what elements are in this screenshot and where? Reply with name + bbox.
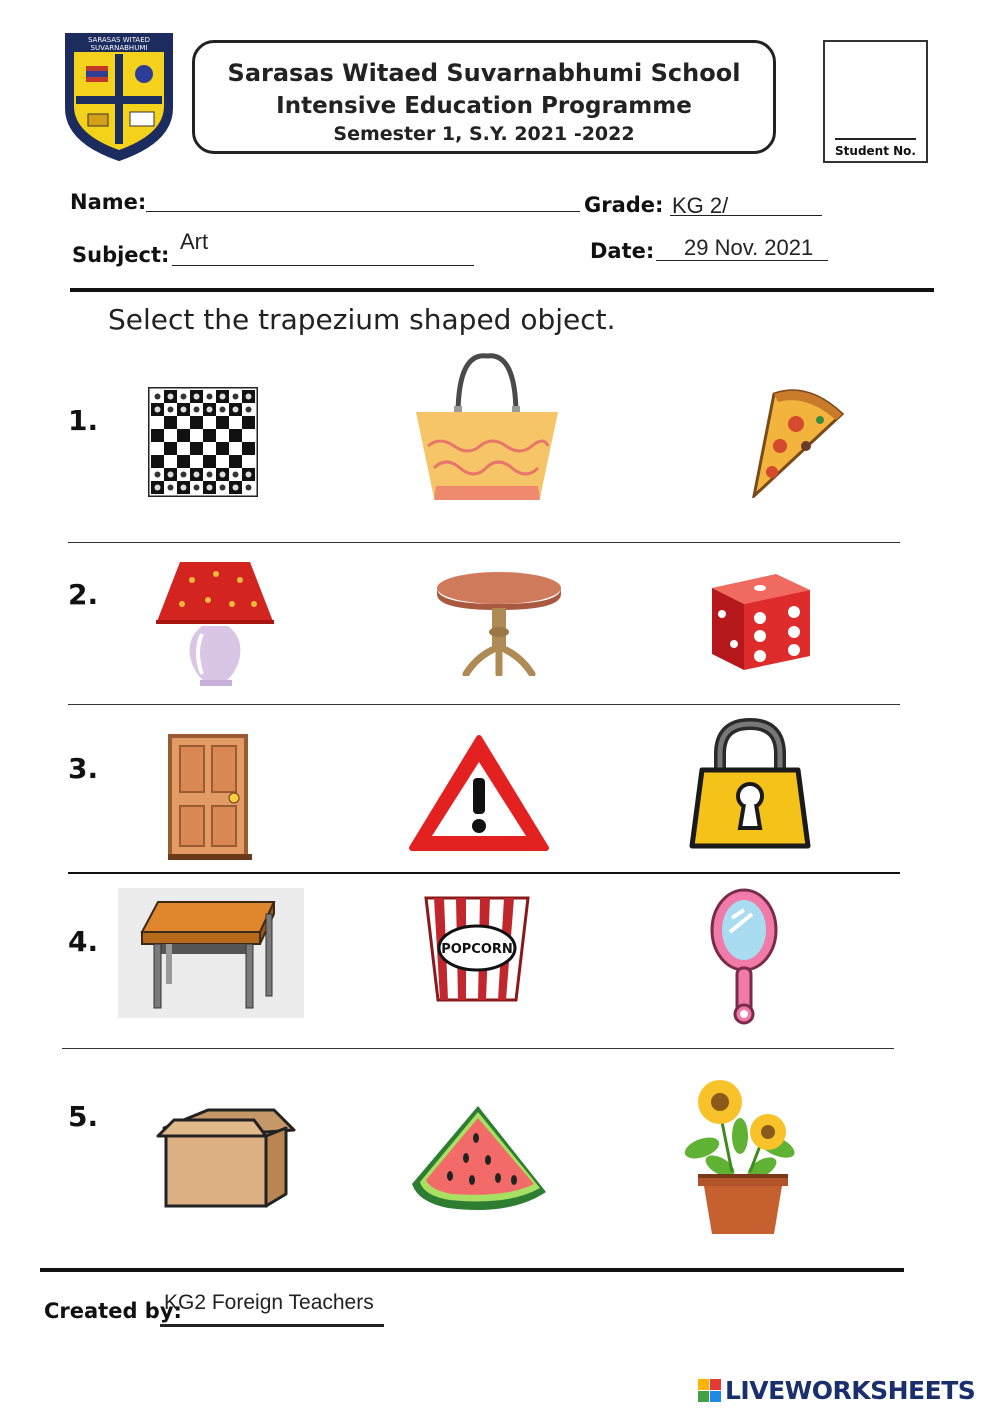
- liveworksheets-wordmark: LIVEWORKSHEETS: [725, 1376, 976, 1405]
- dice-option[interactable]: [704, 570, 812, 672]
- row-divider: [62, 1048, 894, 1049]
- created-by-label: Created by:: [44, 1299, 182, 1323]
- row-divider: [68, 542, 900, 543]
- pizza-slice-option[interactable]: [748, 384, 846, 498]
- student-number-line: [835, 138, 916, 140]
- subject-label: Subject:: [72, 243, 170, 267]
- school-crest-logo: [62, 30, 176, 168]
- instruction-text: Select the trapezium shaped object.: [108, 303, 616, 336]
- grade-field[interactable]: [670, 215, 822, 216]
- tote-bag-option[interactable]: [414, 352, 560, 502]
- created-by-line: [160, 1324, 384, 1327]
- chess-board-option[interactable]: [148, 387, 258, 497]
- footer-divider: [40, 1268, 904, 1272]
- date-label: Date:: [590, 239, 655, 263]
- question-number: 2.: [68, 578, 99, 611]
- semester-label: Semester 1, S.Y. 2021 -2022: [333, 123, 635, 145]
- logo-text: SARASAS WITAED SUVARNABHUMI: [87, 36, 151, 52]
- school-name: Sarasas Witaed Suvarnabhumi School: [227, 59, 741, 87]
- header-divider: [70, 288, 934, 292]
- table-lamp-option[interactable]: [154, 560, 276, 688]
- question-number: 5.: [68, 1100, 99, 1133]
- grade-value: KG 2/: [672, 193, 729, 218]
- date-field[interactable]: [656, 260, 828, 261]
- student-number-label: Student No.: [835, 144, 916, 158]
- desk-option[interactable]: [118, 888, 304, 1018]
- warning-sign-option[interactable]: [408, 734, 550, 852]
- grade-label: Grade:: [584, 193, 664, 217]
- row-divider: [68, 704, 900, 705]
- title-box: [192, 40, 776, 154]
- popcorn-box-option[interactable]: [424, 894, 530, 1002]
- watermelon-slice-option[interactable]: [410, 1102, 550, 1214]
- liveworksheets-logo-icon: [698, 1379, 721, 1402]
- flower-pot-option[interactable]: [680, 1076, 802, 1238]
- created-by-value: KG2 Foreign Teachers: [164, 1291, 374, 1314]
- liveworksheets-brand: [698, 1376, 975, 1405]
- subject-field[interactable]: [172, 265, 474, 266]
- programme-title: Intensive Education Programme: [276, 93, 692, 119]
- subject-value: Art: [180, 229, 209, 254]
- row-divider: [68, 872, 900, 874]
- date-value: 29 Nov. 2021: [684, 235, 814, 260]
- cardboard-box-option[interactable]: [154, 1102, 296, 1210]
- padlock-option[interactable]: [688, 718, 812, 850]
- popcorn-label: POPCORN: [441, 942, 513, 957]
- door-option[interactable]: [168, 734, 252, 860]
- hand-mirror-option[interactable]: [708, 888, 780, 1026]
- student-number-box[interactable]: [823, 40, 928, 163]
- name-label: Name:: [70, 190, 147, 214]
- question-number: 3.: [68, 752, 99, 785]
- name-field[interactable]: [146, 211, 580, 212]
- question-number: 1.: [68, 404, 99, 437]
- question-number: 4.: [68, 925, 99, 958]
- round-table-option[interactable]: [436, 570, 562, 676]
